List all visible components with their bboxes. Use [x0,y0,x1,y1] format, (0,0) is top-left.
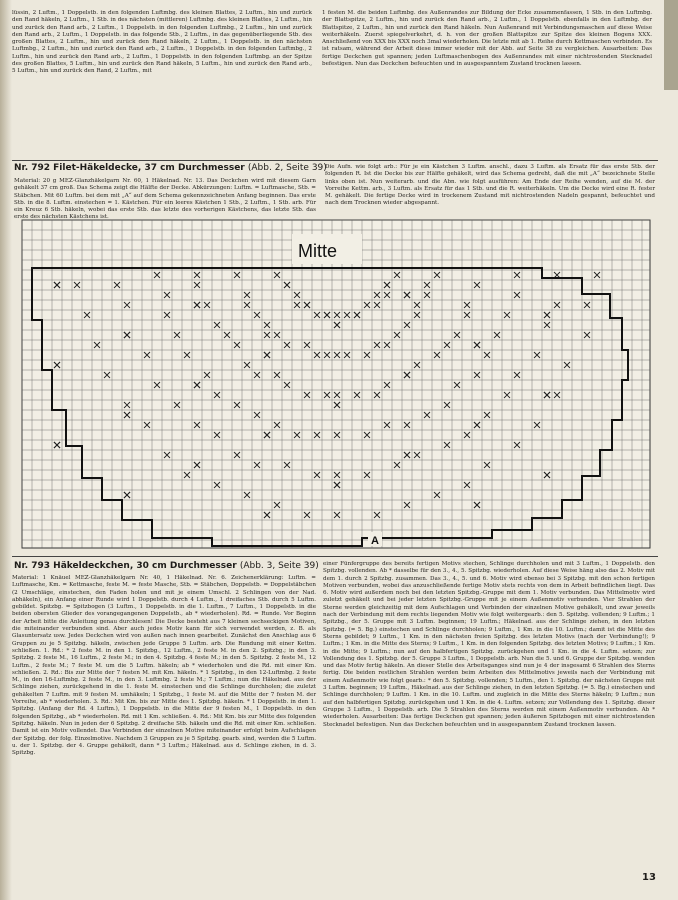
top-left-column: lüssin, 2 Luftm., 1 Doppelstb. in den folgenden Luftmbg. des kleinen Blattes, 2 Luftm., hin und zurück den Rand häkeln, 2 Luftm., 1 Stb. in des nächsten (mittleren) Luftmbg. des kleinen Blattes, 2 Luftm., hin und zurück den Rand arb., 2 Luftm., 1 Doppelstb. in den folgenden Luftmbg., 2 Luftm., hin und zurück den Rand arb., 2 Luftm., 1 Doppelstb. in das folgende Stb., 2 Luftm., in das gegenüberliegende Stb. des großen Blattes, 2 Luftm., hin und zurück den Rand häkeln, 2 Luftm., 1 Doppelstb. in den nächsten Luftmbg., 2 Luftm., hin und zurück den Rand arb., 2 Luftm., 1 Doppelstb. in den folgenden Luftmbg., 2 Luftm., hin und zurück den Rand arb., 2 Luftm., 1 Doppelstb. in den folgenden Luftmbg. an der Spitze des großen Blattes, 5 Luftm., hin und zurück den Rand häkeln, 5 Luftm., hin und zurück den Rand arb., 5 Luftm., hin und zurück den Rand, 2 Luftm., mit [12,10,312,75]
heading-792-sub: (Abb. 2, Seite 39) [247,163,327,173]
pattern-793-instructions-left: Material: 1 Knäuel MEZ-Glanzhäkelgarn Nr. 40, 1 Häkelnad. Nr. 6. Zeichenerklärung: Luftm. = Luftmasche, Km. = Kettmasche, feste M. = feste Masche, Stb. = Stäbchen, Doppelstb. = Doppelstäbchen (2 Umschläge, einstechen, den Faden holen und mit je einem Umschl. 2 Schlingen von der Nad. abhäkeln), ein Anfang einer Runde wird 1 Doppelstb. durch 4 Luftm., 1 dreifaches Stb. durch 5 Luftm. gebildet. Spitzbg. = Spitzbogen (3 Luftm., 1 Doppelstb. in die 1. Luftm., 7 Luftm., 1 Doppelstb. in die beiden obersten Glieder des vorangegangenen Doppelstb., ab * wiederholen). Rd. = Runde. Vor Beginn der Arbeit bitte die Anleitung genau durchlesen! Die Decke besteht aus 7 kleinen sechseckigen Motiven, die miteinander verbunden sind. Aber auch jedes Motiv kann für sich verwendet werden, z. B. als Glasuntersatz usw. Jedes Deckchen wird von außen nach innen gearbeitet. Zunächst den Anschlag aus 6 Gruppen zu je 5 Spitzbg. häkeln, zwischen jede Gruppe 5 Luftm. arb. Die Rundung mit einer Kettm. schließen. 1. Rd.: * 2 feste M. in den 1. Spitzbg., 12 Luftm., 2 feste M. in den 2. Spitzbg.; in den 3. Spitzbg. 2 feste M., 16 Luftm., 2 feste M.; in den 4. Spitzbg. 4 feste M.; in den 5. Spitzbg. 2 feste M., 12 Luftm., 2 feste M.; 7 feste M. um die 5 Luftm. häkeln; ab * wiederholen und die Rd. mit einer Km. schließen. 2. Rd.: Bis zur Mitte der 7 festen M. mit Km. häkeln. * 1 Spitzbg., in den 12-Luftmbg. 2 feste M., in den 16-Luftmbg. 2 feste M., in den 3. Luftmbg. 2 feste M.; 7 Luftm.; nun die Häkelnad. aus der Schlinge ziehen, zurückgehend in die 1. feste M. einstechen und die Schlinge durchholen; die zuletzt gehäkelten 7 Luftm. mit 9 festen M. umhäkeln; 1 Spitzbg., 1 feste M. auf die Mitte der 7 festen M. der Vorreihe, ab * wiederholen. 3. Rd.: Mit Km. bis zur Mitte des 1. Spitzbg. häkeln. * 1 Doppelstb. in den 1. Spitzbg. (Anfang der Rd. 4 Luftm.), 1 Doppelstb. in die Mitte der 9 festen M., 1 Doppelstb. in den folgenden Spitzbg., ab * wiederholen. Rd. mit 1 Km. schließen. 4. Rd.: Mit Km. bis zur Mitte des folgenden Spitzbg. häkeln. Nun in jeden der 6 Spitzbg. 2 dreifache Stb. häkeln und die Rd. mit einer Km. schließen. Damit ist ein Motiv vollendet. Das Verbinden der einzelnen Motive miteinander erfolgt beim Aufschlagen der Spitzbg. der folg. Einzelmotive. Nachdem 3 Gruppen zu je 5 Spitzbg. gearb. sind, werden die 5 Luftm. u. der 1. Spitzbg. der 4. Gruppe gehäkelt, dann * 3 Luftm.; Häkelnad. aus d. Schlinge ziehen, in d. 3. Spitzbg. [12,575,316,757]
pattern-793-instructions-right: einer Fünfergruppe des bereits fertigen Motivs stechen, Schlinge durchholen und mit 3 Luftm., 1 Doppelstb. den Spitzbg. vollenden. Ab * dasselbe für den 3., 4., 5. Spitzbg. wiederholen. Auf diese Weise häng also das 2. Motiv mit dem 1. durch 2 Spitzbg. zusammen. Das 3., 4., 5. und 6. Motiv wird ebenso bei 3 Spitzbg. mit den schon fertigen Motiven verbunden, wobei das anzuschließende fertige Motiv stets rechts von dem in Arbeit befindlichen liegt. Das 6. Motiv wird außerdem noch bei den letzten Spitzbg.-Gruppe mit dem 1. Motiv verbunden. Das Mittelmotiv wird zuletzt gehäkelt und bei jeder letzten Spitzbg.-Gruppe mit je einem Außenmotiv verbunden. Vier Strahlen der Sterne werden gleichzeitig mit dem Aufschlagen und Verbinden der einzelnen Motive gehäkelt, und zwar jeweils nach der Verbindung mit dem rechts liegenden Motiv wie folgt weitergearb.: den 5. Spitzbg. vollenden; 9 Luftm.; 1 Spitzbg., der 5. Gruppe mit 3 Luftm. beginnen; 19 Luftm.; Häkelnad. aus der Schlinge ziehen, in den letzten Spitzbg. (= 5. Bg.) einstechen und Schlinge durchholen; 9 Luftm., 1 Km. in die 10. Luftm.; damit ist die Mitte des Sterns gebildet; 9 Luftm., 1 Km. in den nächsten freien Spitzbg. des letzten Motivs (nach der Verbindung!); 9 Luftm.; 1 Km. in die Mitte des Sterns; 9 Luftm., 1 Km. in den folgenden Spitzbg. des letzten Motivs; 9 Luftm.; 1 Km. in die Mitte; 9 Luftm.; nun auf den halbfertigen Spitzbg. zurückgehen und 1 Km. in die 4. Luftm. setzen; zur Vollendung des 1. Spitzbg. der 5. Gruppe 3 Luftm., 1 Doppelstb. arb. Nun die 5. und 6. Gruppe der Spitzbg. wenden und das Motiv fertig häkeln. An dieser Stelle des Arbeitsganges sind nun je 4 der insgesamt 6 Strahlen des Sterns fertig. Die beiden restlichen Strahlen werden beim Arbeiten des Mittelmotivs jeweils nach der Verbindung mit einem Außenmotiv wie folgt gearb.: * den 5. Spitzbg. vollenden; 5 Luftm., den 1. Spitzbg. der nächsten Gruppe mit 3 Luftm. beginnen; 19 Luftm., Häkelnad. aus der Schlinge ziehen, in den letzten Spitzbg. (= 5. Bg.) einstechen und Schlinge durchholen; 9 Luftm. 1 Km. in die 10. Luftm. und zugleich in die Mitte des Sterns häkeln; 9 Luftm.; nun auf den halbfertigen Spitzbg. zurückgehen und 1 Km. in die 4. Luftm. setzen; zur Vollendung des 1. Spitzbg. dieser Gruppe 3 Luftm., 1 Doppelstb. arb. Die 5 Strahlen des Sterns werden mit einem Außenmotiv verbunden. Ab * wiederholen. Ausarbeiten: Das fertige Deckchen gut spannen; jeden äußeren Spitzbogen mit einer nichtrostenden Stecknadel befestigen. Nun das Deckchen befeuchten und in ausgespanntem Zustand trocknen lassen. [323,561,655,728]
pattern-792-instructions-right: Die Aufn. wie folgt arb.: Für je ein Kästchen 3 Luftm. anschl., dazu 3 Luftm. als Ersatz für das erste Stb. der folgenden R. Ist die Decke bis zur Hälfte gehäkelt, wird das Schema gedreht, daß die mit „A“ bezeichnete Stelle links oben ist. Nun weiterarb. und die Abn. wie folgt ausführen: Am Ende der Reihe wenden, auf die M. der Vorreihe Kettm. arb., 3 Luftm. als Ersatz für das 1 Stb. und die R. weiterhäkeln. Um die Decke wird eine R. fester M. gehäkelt. Die fertige Decke wird in trockenem Zustand mit nichtrostenden Nadeln gespannt, befeuchtet und nach dem Trocknen wieder abgespannt. [325,164,655,207]
filet-crochet-chart [22,220,650,548]
page-number: 13 [642,872,656,883]
divider-top [12,160,658,161]
heading-792 [14,163,327,173]
heading-793-sub: (Abb. 3, Seite 39) [239,561,319,571]
page-spine-shadow [0,0,12,900]
heading-793-title: Nr. 793 Häkeldeckchen, 30 cm Durchmesser [14,561,237,571]
a-label: A [371,535,379,547]
top-right-column: 1 festen M. die beiden Luftmbg. des Außenrandes zur Bildung der Ecke zusammenfassen, 1 Stb. in den Luftmbg. der Blattspitze, 2 Luftm., hin und zurück den Rand arb., 2 Luftm., 1 Doppelstb. ebenfalls in den Luftmbg. der Blattspitze, 2 Luftm., hin und zurück den Rand häkeln. Nun Außenrand mit Verbindungsmaschen auf diese Weise weiterhäkeln. Zuerst spiegelverkehrt, d. h. von der großen Blattspitze zur Spitze des kleinen Bogens XXX. Anschließend von XXX bis XXX noch 3mal wiederholen. Die letzte mit ab 1. Reihe durch Kettmaschen verbinden. Es ist ratsam, während der Arbeit diese immer wieder mit der Abb. auf Seite 38 zu vergleichen. Ausarbeiten: Das fertige Deckchen gut spannen; jeden Luftmaschenbogen des Außenrandes mit einer nichtrostenden Stecknadel befestigen. Nun das Deckchen befeuchten und in ausgespanntem Zustand trocknen lassen. [322,10,652,68]
pattern-792-instructions-left: Material: 20 g MEZ-Glanzhäkelgarn Nr. 60, 1 Häkelnad. Nr. 13. Das Deckchen wird mit diesem Garn gehäkelt 37 cm groß. Das Schema zeigt die Hälfte der Decke. Abkürzungen: Luftm. = Luftmasche, Stb. = Stäbchen. Mit 60 Luftm. bei dem mit „A“ auf dem Schema gekennzeichneten Anfang beginnen. Das erste Stb. in die 8. Luftm. einstechen = 1. Kästchen. Für ein leeres Kästchen 1 Stb., 2 Luftm., 1 Stb. arb. Für ein Kreuz 6 Stb. häkeln, wobei das erste Stb. das letzte des vorherigen Kästchens, das letzte Stb. das erste des nächsten Kästchens ist. [14,178,316,221]
edge-tab [664,0,678,90]
mitte-label: Mitte [298,241,338,261]
heading-792-title: Nr. 792 Filet-Häkeldecke, 37 cm Durchmesser [14,163,245,173]
divider-bottom [12,556,658,557]
heading-793 [14,561,319,571]
